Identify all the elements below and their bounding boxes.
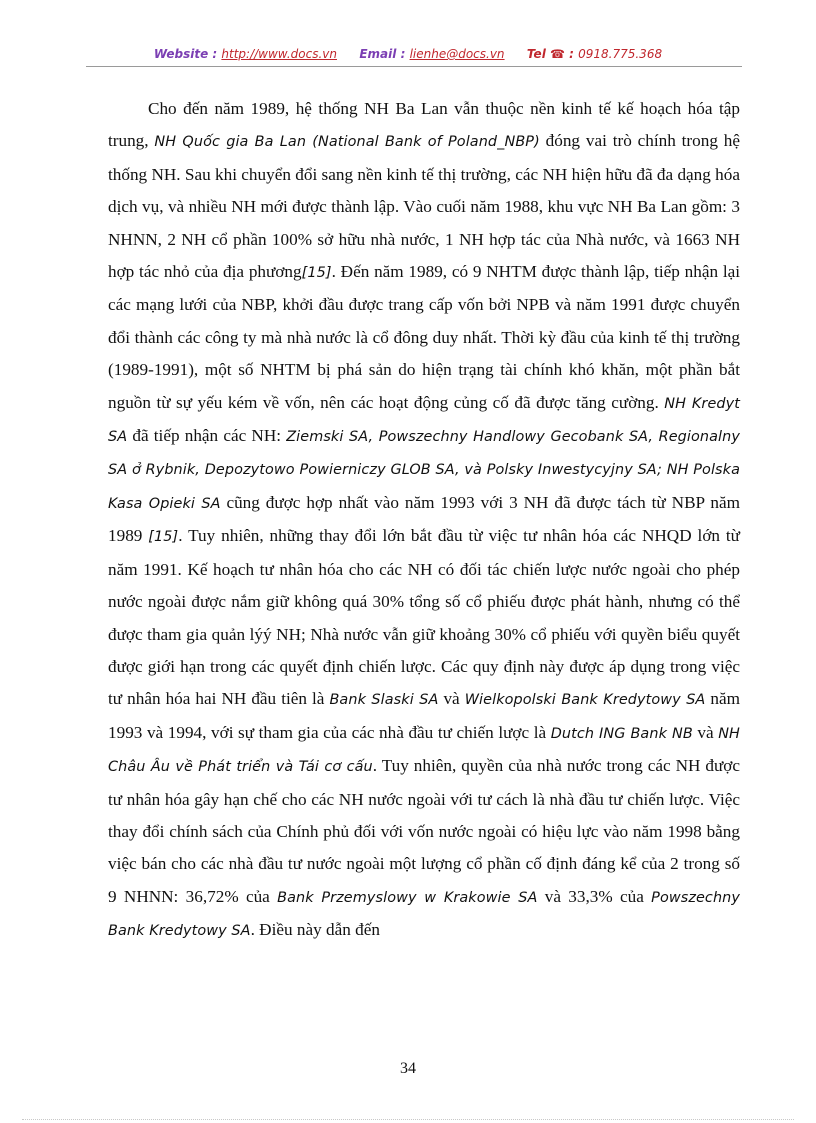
tel-label: Tel ☎ : xyxy=(526,47,574,61)
email-link[interactable]: lienhe@docs.vn xyxy=(409,47,505,61)
page-header xyxy=(0,47,816,61)
paragraph xyxy=(108,93,740,948)
body-text xyxy=(108,93,740,948)
text-run: đóng vai trò chính trong hệ thống NH. Sau khi chuyển đổi sang nền kinh tế thị trường, các NH hiện hữu đã đa dạng hóa dịch vụ, và nhiều NH mới được thành lập. Vào cuối năm 1988, khu vực NH Ba Lan gồm: 3 NHNN, 2 NH cổ phần 100% sở hữu nhà nước, 1 NH hợp tác của Nhà nước, và 1663 NH hợp tác nhỏ của địa phương xyxy=(108,131,740,282)
italic-run: Bank Przemyslowy w Krakowie SA xyxy=(277,889,538,906)
text-run: và xyxy=(692,722,719,742)
italic-run: NH Kredyt SA xyxy=(108,395,740,446)
italic-run: NH Châu Âu về Phát triển và Tái cơ cấu xyxy=(108,725,740,776)
text-run: và 33,3% của xyxy=(537,886,652,906)
text-run: . Tuy nhiên, quyền của nhà nước trong các NH được tư nhân hóa gây hạn chế cho các NH nước ngoài với tư cách là nhà đầu tư chiến lược. Việc thay đổi chính sách của Chính phủ đối với vốn nước ngoài có hiệu lực vào năm 1998 bằng việc bán cho các nhà đầu tư nước ngoài một lượng cổ phần cố định đáng kể của 2 trong số 9 NHNN: 36,72% của xyxy=(108,756,740,906)
citation: [15] xyxy=(148,529,179,546)
italic-run: Bank Slaski SA xyxy=(329,692,439,709)
tel-value: 0918.775.368 xyxy=(578,47,663,61)
website-link[interactable]: http://www.docs.vn xyxy=(221,47,337,61)
text-run: . Điều này dẫn đến xyxy=(250,920,380,940)
website-label: Website : xyxy=(153,47,218,61)
text-run: . Đến năm 1989, có 9 NHTM được thành lập, tiếp nhận lại các mạng lưới của NBP, khởi đầu được trang cấp vốn bởi NPB và năm 1991 được chuyển đổi thành các công ty mà nhà nước là cổ đông duy nhất. Thời kỳ đầu của kinh tế thị trường (1989-1991), một số NHTM bị phá sản do hiện trạng tài chính khó khăn, một phần bắt nguồn từ sự yếu kém về vốn, nên các hoạt động củng cố đã được tăng cường. xyxy=(108,262,741,412)
text-run: . Tuy nhiên, những thay đổi lớn bắt đầu từ việc tư nhân hóa các NHQD lớn từ năm 1991. Kế hoạch tư nhân hóa cho các NH có đối tác chiến lược nước ngoài cho phép nước ngoài được nắm giữ không quá 30% tổng số cổ phiếu được phát hành, nhưng có thể được tham gia quản lýý NH; Nhà nước vẫn giữ khoảng 30% cổ phiếu với quyền biểu quyết được giới hạn trong các quyết định chiến lược. Các quy định này được áp dụng trong việc tư nhân hóa hai NH đầu tiên là xyxy=(108,526,741,709)
text-run: và xyxy=(438,689,465,709)
text-run: năm 1993 và 1994, với sự tham gia của các nhà đầu tư chiến lược là xyxy=(108,689,741,742)
italic-run: Wielkopolski Bank Kredytowy SA xyxy=(464,692,706,709)
italic-run: NH Quốc gia Ba Lan (National Bank of Poland_NBP) xyxy=(154,134,540,151)
italic-run: Powszechny Bank Kredytowy SA xyxy=(108,889,740,940)
page-number: 34 xyxy=(400,1060,416,1077)
footer-divider xyxy=(22,1119,794,1120)
text-run: Cho đến năm 1989, hệ thống NH Ba Lan vẫn thuộc nền kinh tế kế hoạch hóa tập trung, xyxy=(108,99,740,151)
italic-run: Ziemski SA, Powszechny Handlowy Gecobank SA, Regionalny SA ở Rybnik, Depozytowo Powierniczy GLOB SA, và Polsky Inwestycyjny SA; NH Polska Kasa Opieki SA xyxy=(108,429,740,512)
italic-run: Dutch ING Bank NB xyxy=(550,725,693,742)
email-label: Email : xyxy=(359,47,406,61)
text-run: cũng được hợp nhất vào năm 1993 với 3 NH đã được tách từ NBP năm 1989 xyxy=(108,492,740,546)
text-run: đã tiếp nhận các NH: xyxy=(127,426,287,446)
header-divider xyxy=(86,66,742,67)
citation: [15] xyxy=(301,265,332,282)
